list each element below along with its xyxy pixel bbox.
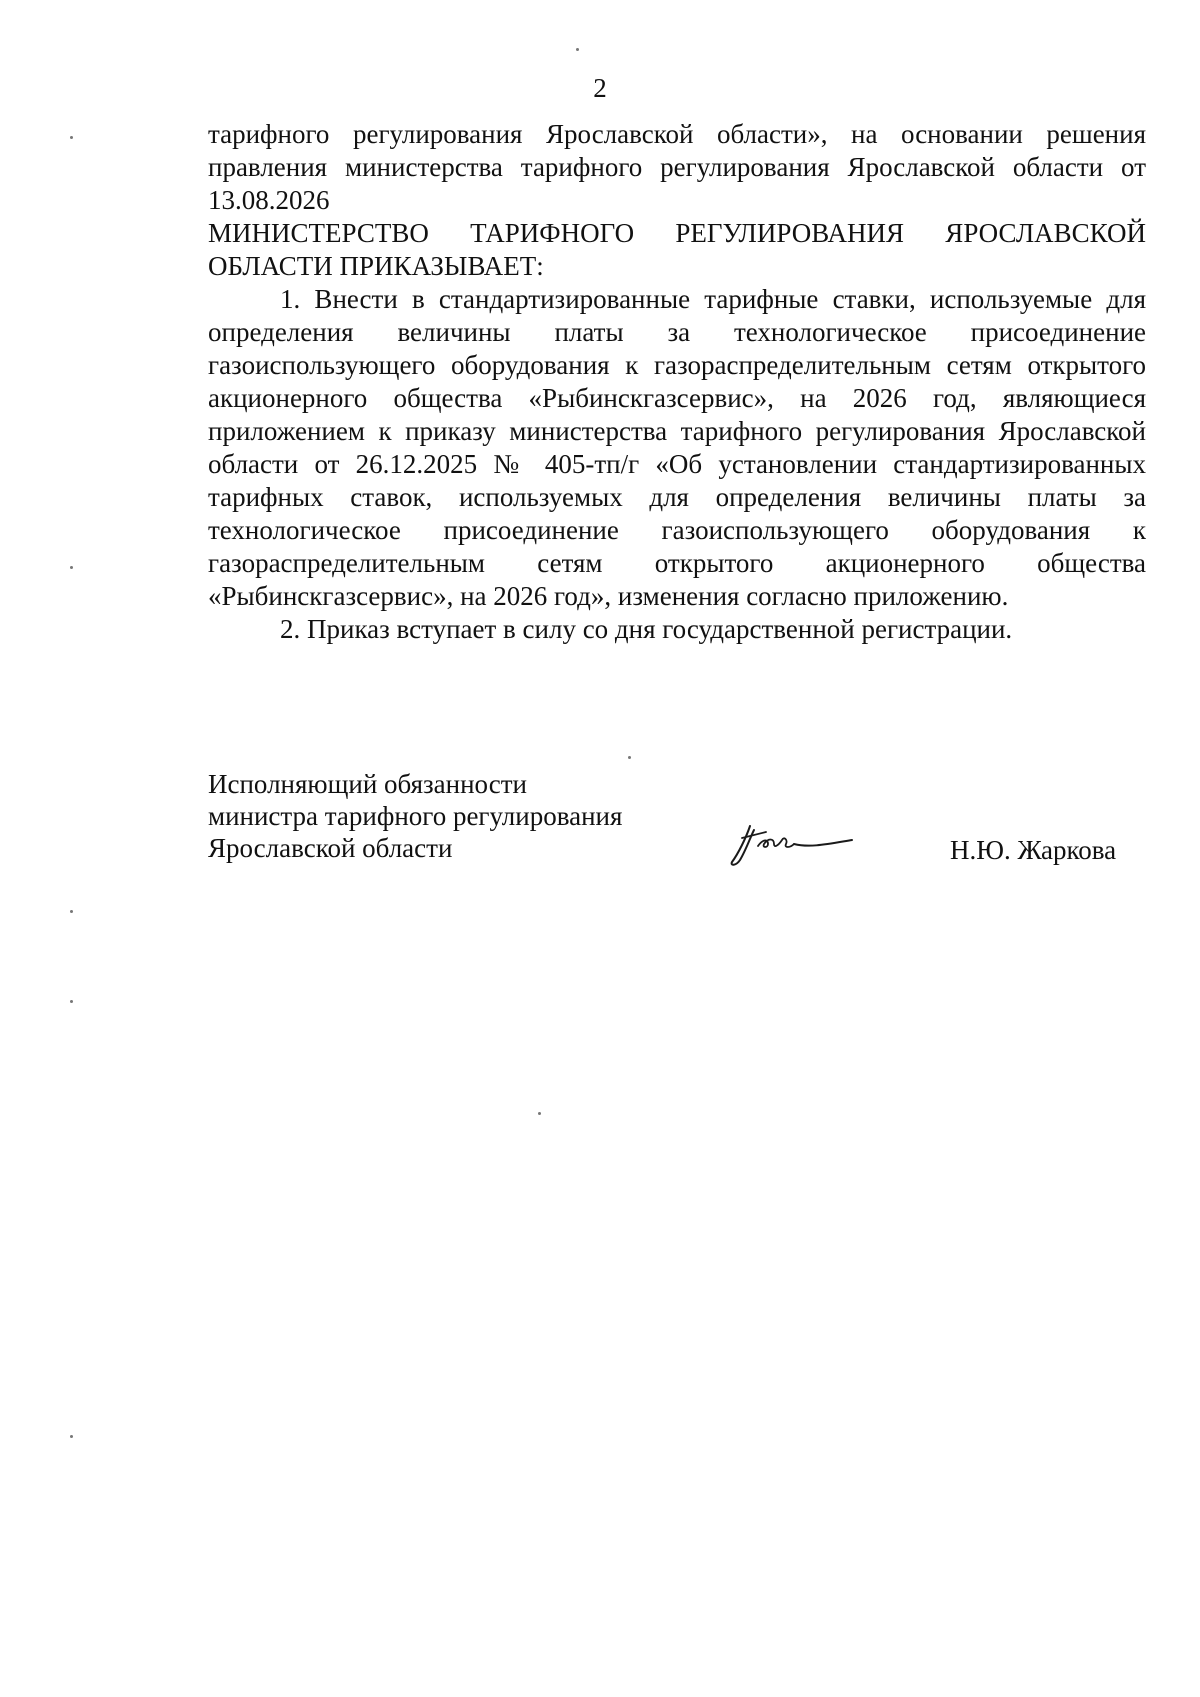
order-heading-line-2: ОБЛАСТИ ПРИКАЗЫВАЕТ: — [208, 251, 544, 281]
scan-speck — [70, 566, 73, 569]
scan-speck — [70, 1435, 73, 1438]
scan-speck — [70, 1000, 73, 1003]
scan-speck — [70, 910, 73, 913]
order-heading-line-1: МИНИСТЕРСТВО ТАРИФНОГО РЕГУЛИРОВАНИЯ ЯРОСЛАВСКОЙ — [208, 218, 1146, 248]
signatory-title-line: Исполняющий обязанности — [208, 769, 527, 799]
preamble-paragraph: тарифного регулирования Ярославской области», на основании решения правления министерства тарифного регулирования Ярославской области от 13.08.2026 — [208, 119, 1146, 215]
signer-name: Н.Ю. Жаркова — [950, 835, 1117, 865]
scan-speck — [538, 1112, 541, 1115]
signatory-title-line: Ярославской области — [208, 833, 453, 863]
signatory-title — [208, 768, 622, 864]
page-number: 2 — [593, 73, 607, 103]
signatory-title-line: министра тарифного регулирования — [208, 801, 623, 831]
order-item-1: 1. Внести в стандартизированные тарифные ставки, используемые для определения величины платы за технологическое присоединение газоиспользующего оборудования к газораспределительным сетям открытого акционерного общества «Рыбинскгазсервис», на 2026 год, являющиеся приложением к приказу министерства тарифного регулирования Ярославской области от 26.12.2025 № 405-тп/г «Об установлении стандартизированных тарифных ставок, используемых для определения величины платы за технологическое присоединение газоиспользующего оборудования к газораспределительным сетям открытого акционерного общества «Рыбинскгазсервис», на 2026 год», изменения согласно приложению. — [208, 284, 1146, 611]
handwritten-signature — [728, 818, 856, 870]
scan-speck — [628, 756, 631, 759]
scan-speck — [576, 48, 579, 51]
scan-speck — [70, 136, 73, 139]
document-body — [208, 118, 1146, 646]
order-item-2: 2. Приказ вступает в силу со дня государственной регистрации. — [280, 614, 1013, 644]
